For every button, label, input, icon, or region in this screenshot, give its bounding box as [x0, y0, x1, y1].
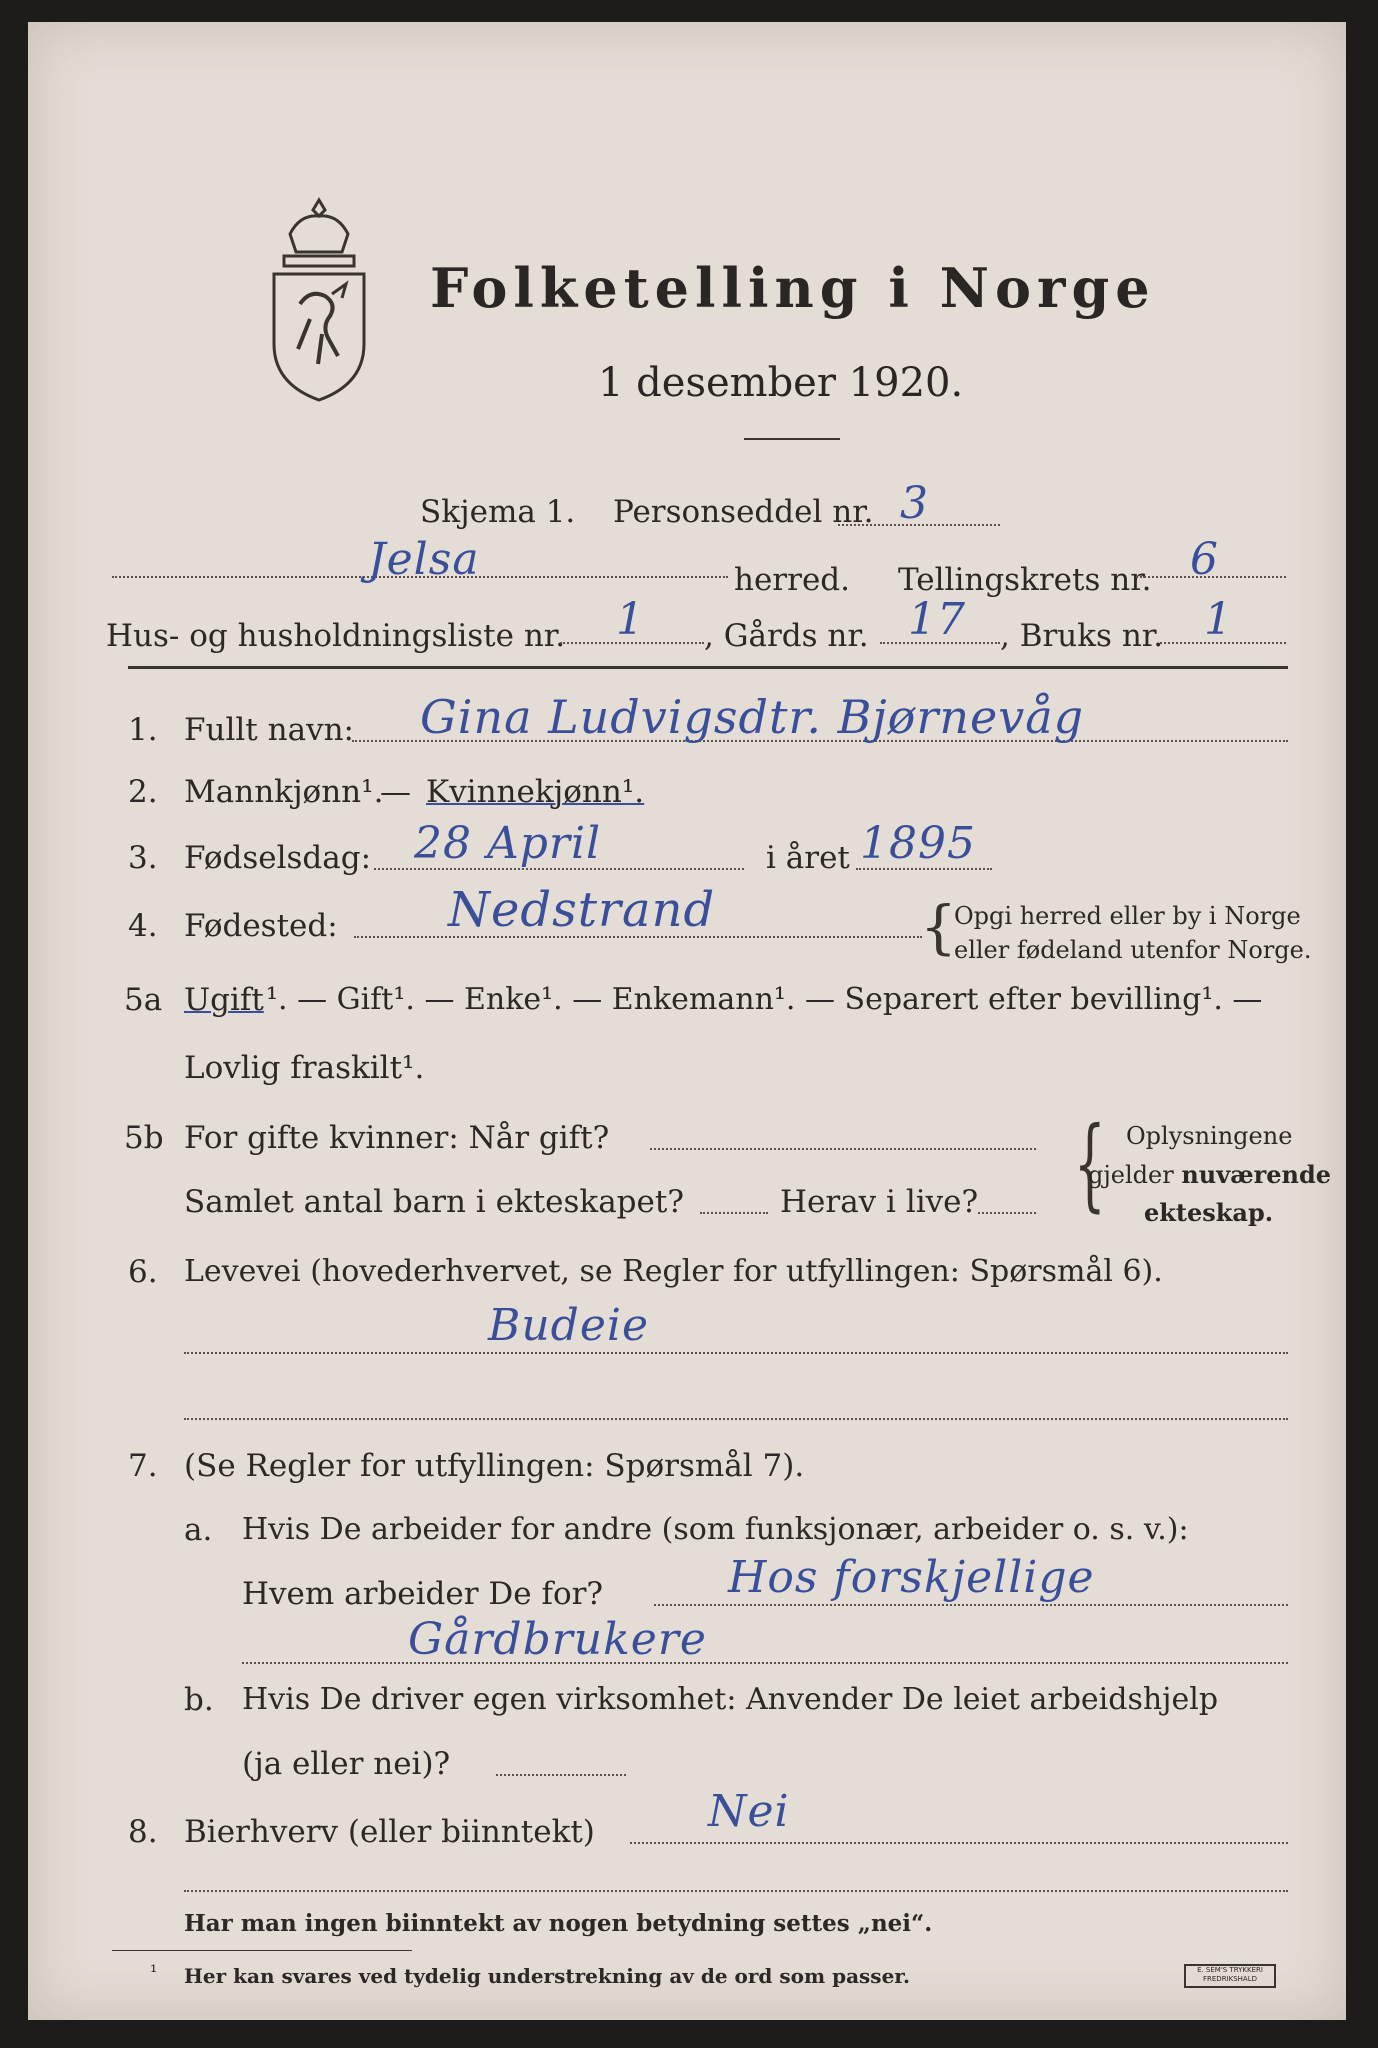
q6-line1	[184, 1352, 1288, 1354]
q3-number: 3.	[128, 840, 158, 876]
footnote-divider	[112, 1950, 412, 1951]
q2-separator: —	[380, 774, 411, 810]
q2-female[interactable]: Kvinnekjønn¹.	[426, 774, 645, 810]
q7-label: (Se Regler for utfyllingen: Spørsmål 7).	[184, 1448, 805, 1484]
q1-full-name[interactable]: Gina Ludvigsdtr. Bjørnevåg	[420, 690, 1085, 744]
footer-note: Har man ingen biinntekt av nogen betydning settes „nei“.	[184, 1910, 933, 1937]
tellingskrets-value[interactable]: 6	[1190, 534, 1219, 585]
bruks-label: , Bruks nr.	[1000, 618, 1164, 654]
q5b-note3: ekteskap.	[1144, 1198, 1274, 1227]
coat-of-arms-logo	[260, 194, 378, 408]
q7a-line2	[242, 1662, 1288, 1664]
q7b-line	[496, 1774, 626, 1776]
q8-line2	[184, 1890, 1288, 1892]
q6-label: Levevei (hovederhvervet, se Regler for utfyllingen: Spørsmål 6).	[184, 1254, 1163, 1289]
husliste-value[interactable]: 1	[616, 594, 645, 645]
q1-number: 1.	[128, 712, 158, 748]
q6-occupation[interactable]: Budeie	[488, 1300, 649, 1351]
q7b-number: b.	[184, 1682, 214, 1718]
q7b-question: (ja eller nei)?	[242, 1746, 451, 1782]
footnote-text: Her kan svares ved tydelig understrekning av de ord som passer.	[184, 1964, 910, 1988]
q7a-line1	[654, 1604, 1288, 1606]
q7b-text: Hvis De driver egen virksomhet: Anvender De leiet arbeidshjelp	[242, 1682, 1219, 1717]
title-divider	[744, 438, 840, 440]
q5b-note2-bold: nuværende	[1181, 1160, 1332, 1189]
q5b-brace: {	[1073, 1105, 1106, 1222]
personseddel-label: Personseddel nr.	[613, 494, 874, 530]
q4-note-line1: Opgi herred eller by i Norge	[954, 902, 1301, 930]
q7a-employer-2[interactable]: Gårdbrukere	[408, 1614, 707, 1665]
q6-line2	[184, 1418, 1288, 1420]
q7-number: 7.	[128, 1448, 158, 1484]
q4-label: Fødested:	[184, 908, 338, 944]
q2-male[interactable]: Mannkjønn¹.	[184, 774, 384, 810]
q3-birthday[interactable]: 28 April	[414, 818, 602, 869]
herred-value[interactable]: Jelsa	[368, 534, 480, 585]
q5a-ugift[interactable]: Ugift	[184, 982, 264, 1018]
q1-label: Fullt navn:	[184, 712, 354, 748]
q4-birthplace[interactable]: Nedstrand	[448, 882, 716, 938]
q5b-line1: For gifte kvinner: Når gift?	[184, 1120, 610, 1156]
q7a-question: Hvem arbeider De for?	[242, 1576, 604, 1612]
q8-side-income[interactable]: Nei	[708, 1786, 790, 1837]
q5b-children-line	[700, 1212, 768, 1214]
q3-year-label: i året	[766, 840, 850, 876]
q5b-alive-line	[978, 1212, 1036, 1214]
q5a-options: ¹. — Gift¹. — Enke¹. — Enkemann¹. — Separert efter bevilling¹. —	[266, 982, 1263, 1017]
q4-number: 4.	[128, 908, 158, 944]
q7a-number: a.	[184, 1512, 213, 1548]
printer-stamp-text: E. SEM'S TRYKKERI FREDRIKSHALD	[1197, 1966, 1263, 1983]
q3-label: Fødselsdag:	[184, 840, 372, 876]
q7a-employer-1[interactable]: Hos forskjellige	[728, 1552, 1095, 1603]
q5b-alive-label: Herav i live?	[780, 1184, 979, 1220]
q5b-children-label: Samlet antal barn i ekteskapet?	[184, 1184, 684, 1220]
q5b-note2-text: gjelder	[1088, 1161, 1182, 1189]
q5b-married-line	[650, 1148, 1036, 1150]
husliste-label: Hus- og husholdningsliste nr.	[106, 618, 566, 654]
header-divider	[128, 666, 1288, 669]
q5a-fraskilt[interactable]: Lovlig fraskilt¹.	[184, 1050, 425, 1086]
tellingskrets-label: Tellingskrets nr.	[898, 562, 1152, 598]
personseddel-value[interactable]: 3	[900, 478, 929, 529]
bruks-value[interactable]: 1	[1204, 594, 1233, 645]
form-title: Folketelling i Norge	[430, 256, 1156, 320]
q7a-text: Hvis De arbeider for andre (som funksjonær, arbeider o. s. v.):	[242, 1512, 1189, 1547]
q4-note-line2: eller fødeland utenfor Norge.	[954, 936, 1312, 964]
q5a-number: 5a	[124, 982, 163, 1018]
q8-line1	[630, 1842, 1288, 1844]
q8-label: Bierhverv (eller biinntekt)	[184, 1814, 595, 1850]
q4-brace: {	[920, 893, 957, 961]
skjema-label: Skjema 1.	[420, 494, 576, 530]
q5b-note1: Oplysningene	[1126, 1122, 1293, 1150]
q3-birth-year[interactable]: 1895	[860, 818, 976, 869]
printer-stamp	[1184, 1964, 1276, 1988]
q5b-note2	[1088, 1160, 1331, 1189]
q5b-number: 5b	[124, 1120, 164, 1156]
q2-number: 2.	[128, 774, 158, 810]
footnote-mark: ¹	[150, 1962, 158, 1983]
herred-label: herred.	[734, 562, 850, 598]
q8-number: 8.	[128, 1814, 158, 1850]
q6-number: 6.	[128, 1254, 158, 1290]
gards-label: , Gårds nr.	[704, 618, 869, 654]
census-form-sheet	[28, 22, 1346, 2020]
census-date: 1 desember 1920.	[598, 360, 964, 406]
gards-value[interactable]: 17	[908, 594, 966, 645]
